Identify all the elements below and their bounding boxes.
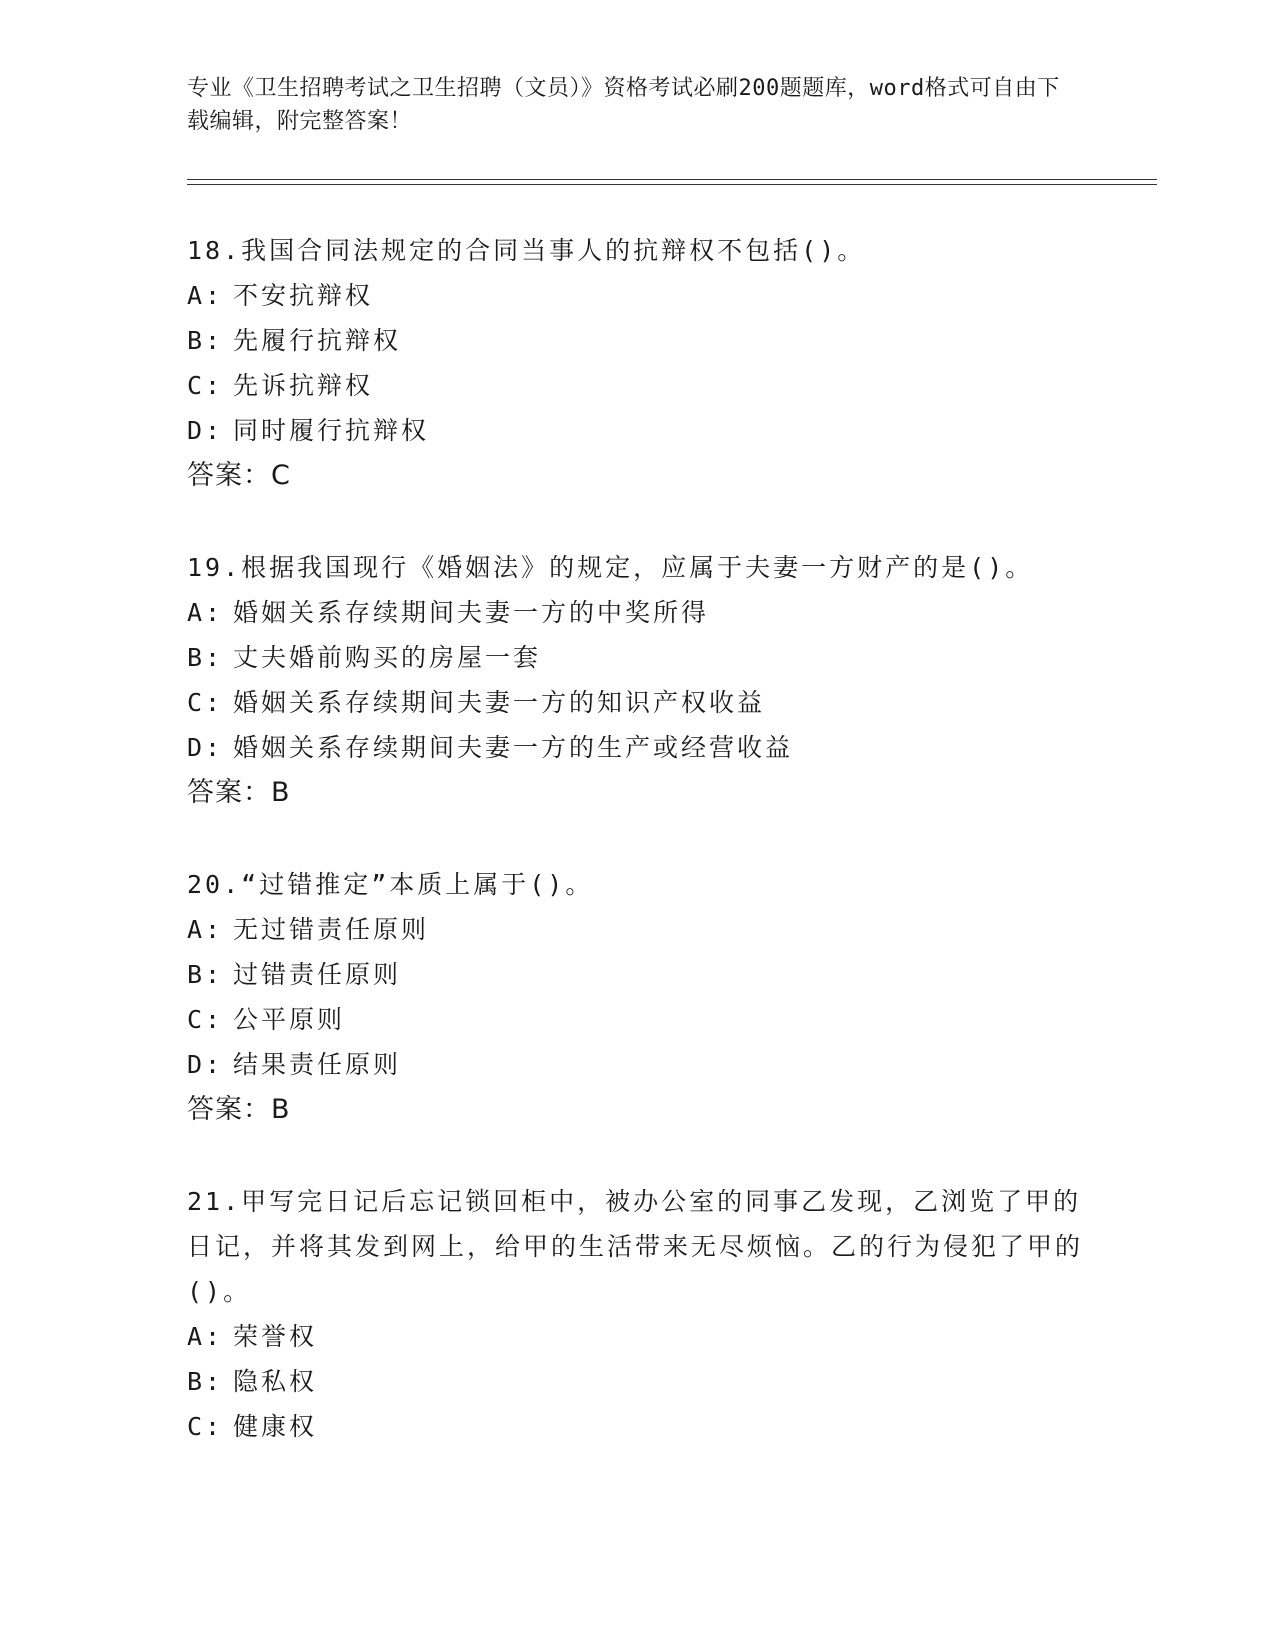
option-text: 无过错责任原则 (233, 915, 430, 944)
option-a (187, 907, 1087, 952)
option-text: 先履行抗辩权 (233, 326, 402, 355)
option-d (187, 1042, 1087, 1087)
answer-line: 答案：B (187, 1094, 291, 1125)
option-letter: B: (187, 1367, 224, 1396)
option-text: 荣誉权 (233, 1322, 318, 1351)
question-list (187, 228, 1087, 1495)
option-a (187, 273, 1087, 318)
question-20 (187, 862, 1087, 1133)
option-letter: D: (187, 733, 224, 762)
option-b (187, 952, 1087, 997)
option-letter: D: (187, 1050, 224, 1079)
option-a (187, 1314, 1087, 1359)
option-letter: B: (187, 643, 224, 672)
question-stem: 20.“过错推定”本质上属于()。 (187, 870, 594, 899)
option-c (187, 997, 1087, 1042)
question-stem: 21.甲写完日记后忘记锁回柜中，被办公室的同事乙发现，乙浏览了甲的日记，并将其发到网上，给甲的生活带来无尽烦恼。乙的行为侵犯了甲的()。 (187, 1187, 1084, 1306)
option-letter: C: (187, 371, 224, 400)
option-letter: A: (187, 1322, 224, 1351)
option-text: 不安抗辩权 (233, 281, 374, 310)
option-letter: B: (187, 326, 224, 355)
header-divider (187, 179, 1157, 185)
option-text: 过错责任原则 (233, 960, 402, 989)
option-text: 结果责任原则 (233, 1050, 402, 1079)
option-text: 丈夫婚前购买的房屋一套 (233, 643, 542, 672)
option-c (187, 1404, 1087, 1449)
option-letter: C: (187, 1412, 224, 1441)
option-text: 公平原则 (233, 1005, 346, 1034)
option-b (187, 318, 1087, 363)
document-header: 专业《卫生招聘考试之卫生招聘（文员）》资格考试必刷200题题库，word格式可自由下载编辑，附完整答案！ (187, 76, 1060, 134)
option-letter: D: (187, 416, 224, 445)
option-text: 婚姻关系存续期间夫妻一方的生产或经营收益 (233, 733, 794, 762)
option-b (187, 635, 1087, 680)
answer-line: 答案：B (187, 777, 291, 808)
option-letter: A: (187, 598, 224, 627)
question-21 (187, 1179, 1087, 1449)
option-letter: C: (187, 1005, 224, 1034)
option-letter: A: (187, 915, 224, 944)
option-letter: C: (187, 688, 224, 717)
option-d (187, 408, 1087, 453)
option-a (187, 590, 1087, 635)
option-c (187, 363, 1087, 408)
question-19 (187, 545, 1087, 816)
option-text: 同时履行抗辩权 (233, 416, 430, 445)
option-b (187, 1359, 1087, 1404)
question-stem: 19.根据我国现行《婚姻法》的规定，应属于夫妻一方财产的是()。 (187, 553, 1034, 582)
option-d (187, 725, 1087, 770)
option-letter: B: (187, 960, 224, 989)
option-text: 婚姻关系存续期间夫妻一方的中奖所得 (233, 598, 710, 627)
option-c (187, 680, 1087, 725)
option-text: 隐私权 (233, 1367, 318, 1396)
option-text: 婚姻关系存续期间夫妻一方的知识产权收益 (233, 688, 766, 717)
option-letter: A: (187, 281, 224, 310)
option-text: 先诉抗辩权 (233, 371, 374, 400)
answer-line: 答案：C (187, 460, 291, 491)
option-text: 健康权 (233, 1412, 318, 1441)
question-18 (187, 228, 1087, 499)
question-stem: 18.我国合同法规定的合同当事人的抗辩权不包括()。 (187, 236, 866, 265)
